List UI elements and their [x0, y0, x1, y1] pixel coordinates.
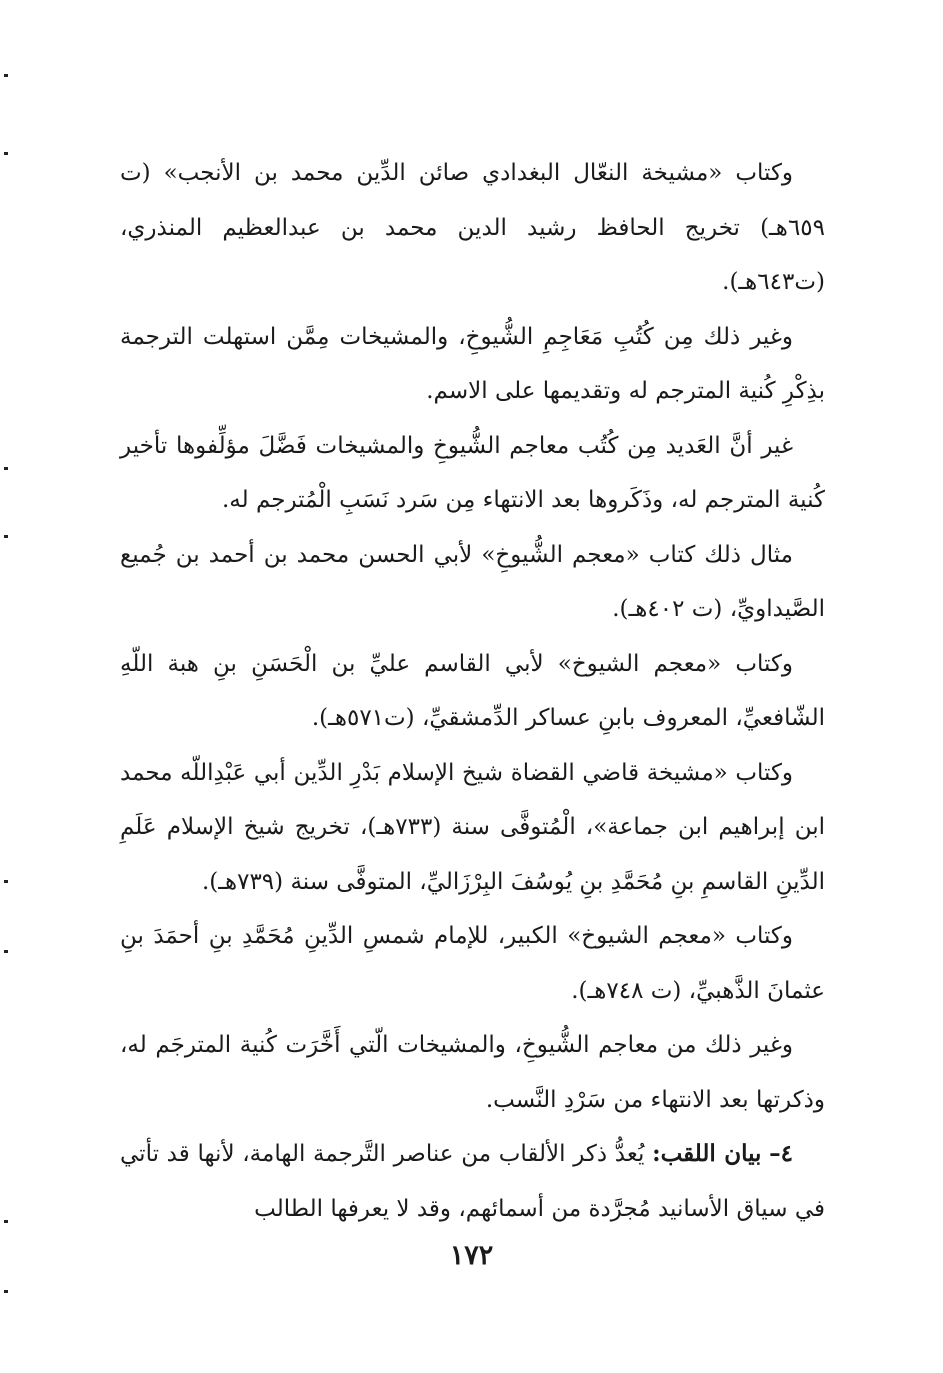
paragraph-example-ibn-jumay: مثال ذلك كتاب «معجم الشُّيوخِ» لأبي الحسن محمد بن أحمد بن جُميع الصَّيداويِّ، (ت ٤٠٢هـ). [120, 541, 825, 622]
page-body [120, 146, 825, 1236]
margin-mark [4, 1290, 8, 1293]
page-number: ١٧٢ [449, 1240, 494, 1271]
section-number: ٤– [769, 1140, 793, 1167]
margin-mark [4, 467, 8, 470]
paragraph-ibn-asakir: وكتاب «معجم الشيوخ» لأبي القاسم عليِّ بن الْحَسَنِ بنِ هبة اللّهِ الشّافعيِّ، المعروف بابنِ عساكر الدِّمشقيِّ، (ت٥٧١هـ). [120, 650, 825, 731]
margin-mark [4, 74, 8, 77]
section-laqab [120, 1127, 825, 1236]
margin-mark [4, 535, 8, 538]
margin-mark [4, 950, 8, 953]
paragraph-ibn-jamaa: وكتاب «مشيخة قاضي القضاة شيخ الإسلام بَدْرِ الدِّين أبي عَبْدِاللّه محمد ابن إبراهيم ابن جماعة»، الْمُتوفَّى سنة (٧٣٣هـ)، تخريج شيخ الإسلام عَلَمِ الدِّينِ القاسمِ بنِ مُحَمَّدِ بنِ يُوسُفَ البِرْزَاليِّ، المتوفَّى سنة (٧٣٩هـ). [120, 759, 825, 895]
paragraph-other-delayed: وغير ذلك من معاجم الشُّيوخِ، والمشيخات الّتي أَخَّرَت كُنية المترجَم له، وذكرتها بعد الانتهاء من سَرْدِ النَّسب. [120, 1032, 825, 1113]
margin-mark [4, 152, 8, 155]
margin-mark [4, 880, 8, 883]
section-title: بيان اللقب: [652, 1140, 762, 1167]
margin-mark [4, 1220, 8, 1223]
paragraph-mashyakha-naal: وكتاب «مشيخة النعّال البغدادي صائن الدِّين محمد بن الأنجب» (ت ٦٥٩هـ) تخريج الحافظ رشيد الدين محمد بن عبدالعظيم المنذري، (ت٦٤٣هـ). [120, 160, 825, 295]
paragraph-other-books-kunya-first: وغير ذلك مِن كُتُبِ مَعَاجِمِ الشُّيوخِ، والمشيخات مِمَّن استهلت الترجمة بذِكْرِ كُنية المترجم له وتقديمها على الاسم. [120, 323, 825, 404]
paragraph-dhahabi: وكتاب «معجم الشيوخ» الكبير، للإمام شمسِ الدِّينِ مُحَمَّدِ بنِ أحمَدَ بنِ عثمانَ الذَّهبيِّ، (ت ٧٤٨هـ). [120, 923, 825, 1004]
paragraph-kunya-delayed: غير أنَّ العَديد مِن كُتُب معاجم الشُّيوخِ والمشيخات فَضَّلَ مؤلِّفوها تأخير كُنية المترجم له، وذَكَروها بعد الانتهاء مِن سَرد نَسَبِ الْمُترجم له. [120, 432, 825, 513]
section-text: يُعدُّ ذكر الألقاب من عناصر التَّرجمة الهامة، لأنها قد تأتي في سياق الأسانيد مُجرَّدة من أسمائهم، وقد لا يعرفها الطالب [120, 1141, 825, 1222]
